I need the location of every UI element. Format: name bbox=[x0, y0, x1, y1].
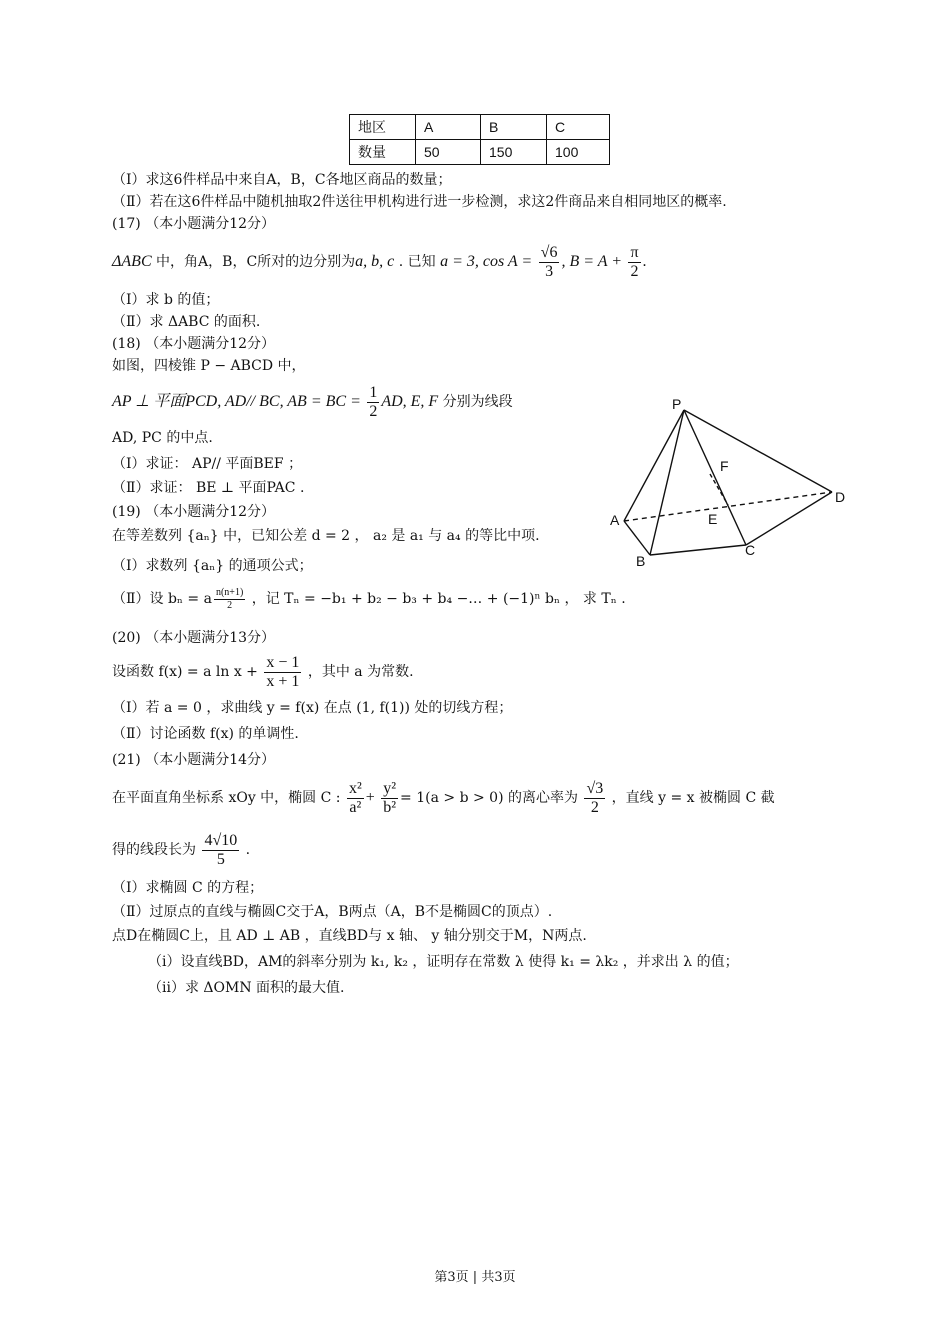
label-e: E bbox=[708, 511, 718, 527]
q19-part2: （Ⅱ）设 bₙ = a $\frac{n(n+1)}{2}$ ，记 Tₙ = −b₁ + b₂ − b₃ + b₄ −… + (−1)ⁿ bₙ ， 求 Tₙ . bbox=[112, 586, 626, 611]
fraction: $\frac{\text{y²}}{\text{b²}}$ bbox=[383, 779, 397, 816]
table-cell: B bbox=[481, 115, 547, 140]
q20-stem: 设函数 f(x) = a ln x + $\frac{x - 1}{x + 1}$ ，其中 a 为常数. bbox=[112, 653, 414, 690]
q19-stem: 在等差数列 {aₙ} 中，已知公差 d = 2 ， a₂ 是 a₁ 与 a₄ 的等比中项. bbox=[112, 528, 540, 544]
q20-title: (20) （本小题满分13分） bbox=[112, 630, 276, 646]
q20-part1: （Ⅰ）若 a = 0 ，求曲线 y = f(x) 在点 (1, f(1)) 处的切线方程； bbox=[112, 700, 513, 716]
q21-part2-cont: 点D在椭圆C上，且 AD ⊥ AB ，直线BD与 x 轴、 y 轴分别交于M，N两点. bbox=[112, 928, 587, 944]
fraction: $\frac{x - 1}{x + 1}$ bbox=[266, 653, 300, 690]
label-p: P bbox=[672, 396, 682, 412]
table-cell: 100 bbox=[547, 140, 610, 165]
fraction-subscript: $\frac{n(n+1)}{2}$ bbox=[215, 586, 244, 611]
q21-subpart-i: （i）设直线BD，AM的斜率分别为 k₁, k₂ ，证明存在常数 λ 使得 k₁ = λk₂ ，并求出 λ 的值； bbox=[148, 954, 739, 970]
q18-part1: （Ⅰ）求证： AP// 平面BEF ； bbox=[112, 456, 303, 472]
edge-bc bbox=[650, 545, 746, 555]
pyramid-figure bbox=[600, 392, 850, 572]
q17-part1: （Ⅰ）求 b 的值； bbox=[112, 292, 220, 308]
edge-pa bbox=[624, 410, 684, 521]
edge-pd bbox=[684, 410, 832, 492]
table-cell: C bbox=[547, 115, 610, 140]
q21-stem: 在平面直角坐标系 xOy 中，椭圆 C : $\frac{\text{x²}}{\text{a²}}$ + $\frac{\text{y²}}{\text{b²}}$ = 1(a > b > 0) 的离心率为 $\frac{√3}{2}$ ，直线 y = x 被椭圆 C 截 bbox=[112, 779, 775, 816]
fraction: $\frac{\text{x²}}{\text{a²}}$ bbox=[348, 779, 362, 816]
label-d: D bbox=[835, 489, 846, 505]
q18-intro: 如图，四棱锥 P − ABCD 中， bbox=[112, 358, 306, 374]
label-b: B bbox=[636, 553, 646, 569]
fraction: $\frac{√6}{3}$ bbox=[540, 243, 558, 280]
table-cell: 地区 bbox=[350, 115, 416, 140]
q19-part1: （Ⅰ）求数列 {aₙ} 的通项公式； bbox=[112, 558, 313, 574]
table-row bbox=[350, 115, 610, 140]
q17-part2: （Ⅱ）求 ΔABC 的面积. bbox=[112, 314, 261, 330]
q18-condition: AP ⊥ 平面PCD, AD// BC, AB = BC = $\frac{1}{2}$ AD, E, F 分别为线段 bbox=[112, 383, 513, 420]
label-a: A bbox=[610, 512, 620, 528]
table-cell: A bbox=[416, 115, 481, 140]
label-f: F bbox=[720, 458, 729, 474]
table-row bbox=[350, 140, 610, 165]
q18-title: (18) （本小题满分12分） bbox=[112, 336, 276, 352]
q21-stem-cont: 得的线段长为 $\frac{4√10}{5}$ . bbox=[112, 831, 251, 868]
table-cell: 50 bbox=[416, 140, 481, 165]
fraction: $\frac{\pi}{2}$ bbox=[630, 243, 639, 280]
fraction: $\frac{1}{2}$ bbox=[369, 383, 378, 420]
q19-title: (19) （本小题满分12分） bbox=[112, 504, 276, 520]
q17-title: (17) （本小题满分12分） bbox=[112, 216, 276, 232]
q18-condition-cont: AD, PC 的中点. bbox=[112, 430, 213, 446]
segment-ef-hidden bbox=[710, 474, 728, 505]
edge-ab bbox=[624, 521, 650, 555]
q16-part2: （Ⅱ）若在这6件样品中随机抽取2件送往甲机构进行进一步检测，求这2件商品来自相同地区的概率. bbox=[112, 194, 727, 210]
q20-part2: （Ⅱ）讨论函数 f(x) 的单调性. bbox=[112, 726, 299, 742]
label-c: C bbox=[745, 542, 756, 558]
table-cell: 数量 bbox=[350, 140, 416, 165]
triangle-abc: ΔABC bbox=[112, 253, 152, 270]
q16-part1: （Ⅰ）求这6件样品中来自A，B，C各地区商品的数量； bbox=[112, 172, 452, 188]
page-footer: 第3页 | 共3页 bbox=[434, 1270, 516, 1285]
q21-title: (21) （本小题满分14分） bbox=[112, 752, 276, 768]
table-cell: 150 bbox=[481, 140, 547, 165]
fraction: $\frac{4√10}{5}$ bbox=[204, 831, 238, 868]
q17-stem: ΔABC 中，角A，B，C所对的边分别为a, b, c . 已知 a = 3, cos A = $\frac{√6}{3}$ , B = A + $\frac{\pi}{2}$ . bbox=[112, 243, 647, 280]
edge-pb bbox=[650, 410, 684, 555]
q21-part1: （Ⅰ）求椭圆 C 的方程； bbox=[112, 880, 264, 896]
q18-part2: （Ⅱ）求证： BE ⊥ 平面PAC . bbox=[112, 480, 305, 496]
fraction: $\frac{√3}{2}$ bbox=[586, 779, 604, 816]
region-quantity-table bbox=[349, 114, 610, 165]
edge-cd bbox=[746, 492, 832, 545]
q21-part2: （Ⅱ）过原点的直线与椭圆C交于A，B两点（A，B不是椭圆C的顶点）. bbox=[112, 904, 553, 920]
q21-subpart-ii: （ii）求 ΔOMN 面积的最大值. bbox=[148, 980, 345, 996]
